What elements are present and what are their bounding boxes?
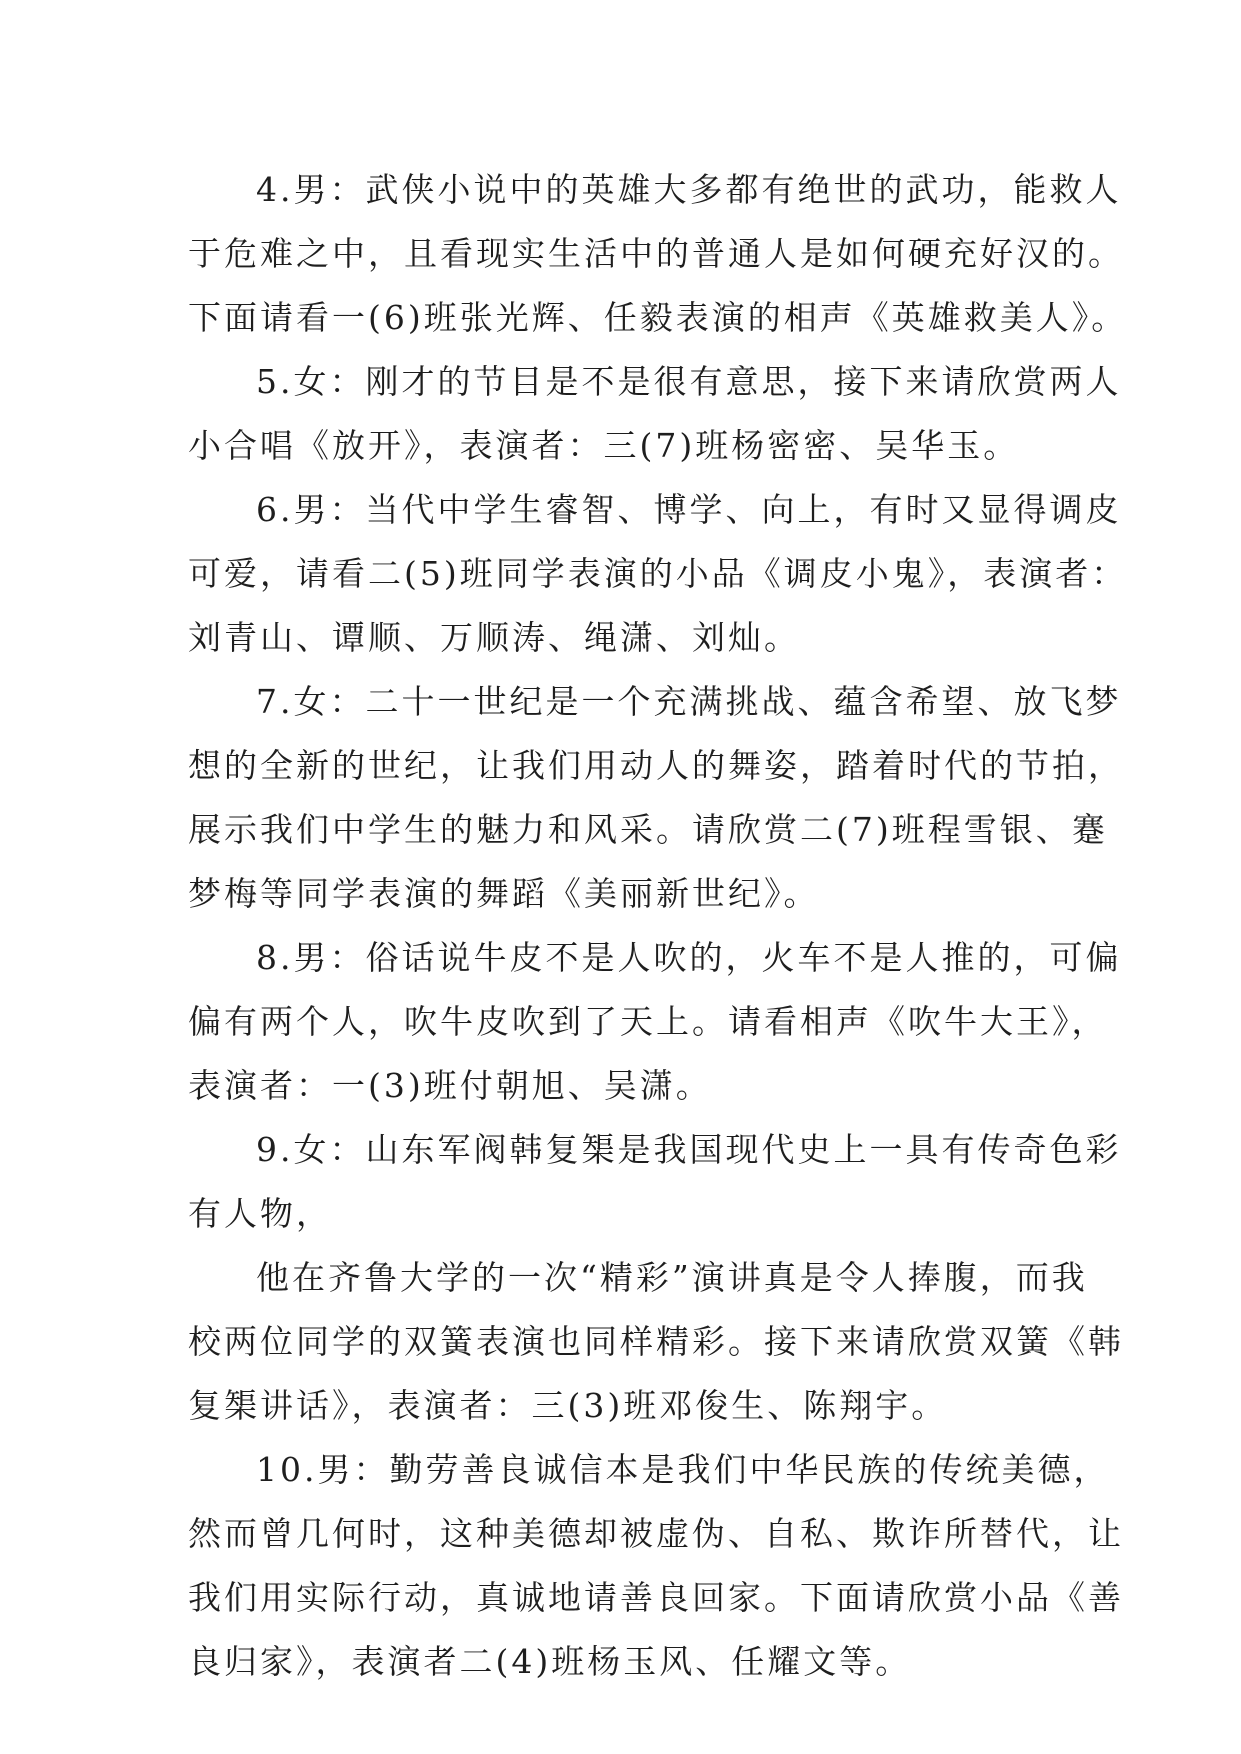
item-10-line-1: 10.男：勤劳善良诚信本是我们中华民族的传统美德，: [256, 1450, 1110, 1489]
item-10-line-2: 然而曾几何时，这种美德却被虚伪、自私、欺诈所替代，让: [188, 1514, 1124, 1553]
item-9-line-3: 他在齐鲁大学的一次“精彩”演讲真是令人捧腹，而我: [256, 1258, 1088, 1297]
item-4-line-2: 于危难之中，且看现实生活中的普通人是如何硬充好汉的。: [188, 234, 1124, 273]
item-10-line-4: 良归家》，表演者二(4)班杨玉风、任耀文等。: [188, 1642, 912, 1681]
item-9-line-2: 有人物，: [188, 1194, 332, 1233]
item-6-line-2: 可爱，请看二(5)班同学表演的小品《调皮小鬼》，表演者：: [188, 554, 1128, 593]
item-4-line-3: 下面请看一(6)班张光辉、任毅表演的相声《英雄救美人》。: [188, 298, 1128, 337]
item-10-line-3: 我们用实际行动，真诚地请善良回家。下面请欣赏小品《善: [188, 1578, 1124, 1617]
item-9-line-4: 校两位同学的双簧表演也同样精彩。接下来请欣赏双簧《韩: [188, 1322, 1124, 1361]
item-7-line-4: 梦梅等同学表演的舞蹈《美丽新世纪》。: [188, 874, 820, 913]
item-7-line-3: 展示我们中学生的魅力和风采。请欣赏二(7)班程雪银、蹇: [188, 810, 1108, 849]
item-4-line-1: 4.男：武侠小说中的英雄大多都有绝世的武功，能救人: [256, 170, 1122, 209]
item-9-line-5: 复榘讲话》，表演者：三(3)班邓俊生、陈翔宇。: [188, 1386, 948, 1425]
item-5-line-1: 5.女：刚才的节目是不是很有意思，接下来请欣赏两人: [256, 362, 1122, 401]
item-7-line-1: 7.女：二十一世纪是一个充满挑战、蕴含希望、放飞梦: [256, 682, 1122, 721]
item-8-line-3: 表演者：一(3)班付朝旭、吴潇。: [188, 1066, 712, 1105]
item-6-line-1: 6.男：当代中学生睿智、博学、向上，有时又显得调皮: [256, 490, 1122, 529]
item-8-line-2: 偏有两个人，吹牛皮吹到了天上。请看相声《吹牛大王》，: [188, 1002, 1108, 1041]
item-6-line-3: 刘青山、谭顺、万顺涛、绳潇、刘灿。: [188, 618, 800, 657]
item-8-line-1: 8.男：俗话说牛皮不是人吹的，火车不是人推的，可偏: [256, 938, 1122, 977]
item-5-line-2: 小合唱《放开》，表演者：三(7)班杨密密、吴华玉。: [188, 426, 1020, 465]
item-7-line-2: 想的全新的世纪，让我们用动人的舞姿，踏着时代的节拍，: [188, 746, 1124, 785]
document-body: [188, 158, 1128, 1694]
item-9-line-1: 9.女：山东军阀韩复榘是我国现代史上一具有传奇色彩: [256, 1130, 1122, 1169]
